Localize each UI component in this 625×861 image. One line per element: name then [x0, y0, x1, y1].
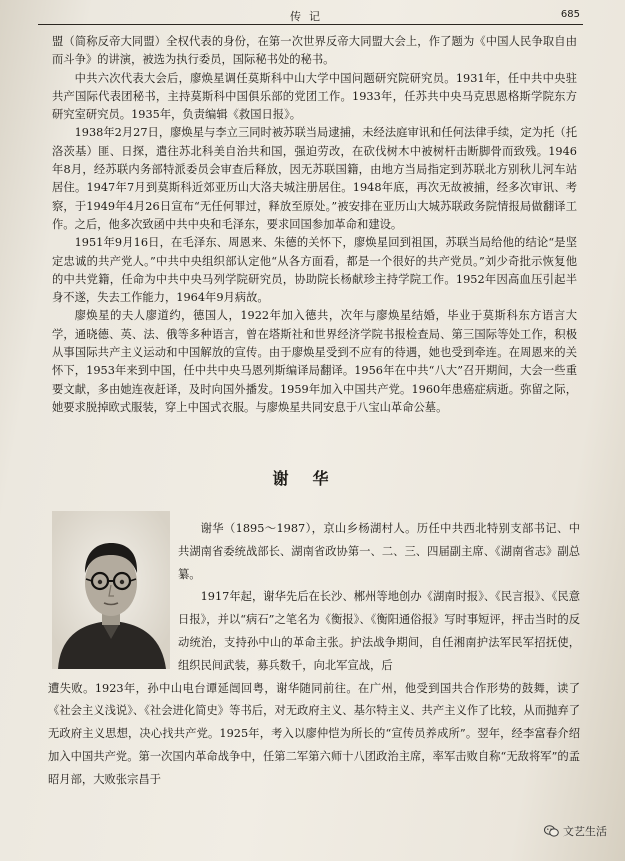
- biography-xie-hua: [48, 518, 580, 792]
- entry-title: 谢华: [272, 469, 353, 488]
- watermark: [544, 823, 607, 839]
- page-number: 685: [560, 9, 580, 20]
- watermark-text: 文艺生活: [563, 825, 607, 838]
- header-rule: [38, 24, 583, 25]
- paragraph: 廖焕星的夫人廖道约，德国人，1922年加入德共，次年与廖焕星结婚，毕业于莫斯科东方语言大学，通晓德、英、法、俄等多种语言，曾在塔斯社和世界经济学院书报检查局、第三国际等处工作，积极从事国际共产主义运动和中国解放的宣传。由于廖焕星受到不应有的待遇，她也受到牵连。在周恩来的关怀下，1953年来到中国，任中共中央马恩列斯编译局翻译。1956年在中共“八大”召开期间，大会一些重要文献，多由她连夜赶译，及时向国外播发。1959年加入中国共产党。1960年患癌症病逝。弥留之际，她要求脱掉欧式服装，穿上中国式衣服。与廖焕星共同安息于八宝山革命公墓。: [52, 309, 577, 414]
- paragraph: 谢华（1895～1987），京山乡杨湖村人。历任中共西北特别支部书记、中共湖南省委统战部长、湖南省政协第一、二、三、四届副主席、《湖南省志》副总纂。: [178, 522, 580, 581]
- paragraph: 盟（简称反帝大同盟）全权代表的身份，在第一次世界反帝大同盟大会上，作了题为《中国人民争取自由而斗争》的讲演，被选为执行委员，国际秘书处的秘书。: [52, 35, 577, 67]
- paragraph: 1938年2月27日，廖焕星与李立三同时被苏联当局逮捕，未经法庭审讯和任何法律手续，定为托（托洛茨基）匪、日探，遣往苏北科美自治共和国，强迫劳改，在砍伐树木中被树杆击断脚骨而致残。1946年8月，经苏联内务部特派委员会审查后释放，因无苏联国籍，由地方当局指定到苏联北方别秋儿河车站居住。1947年7月到莫斯科近郊亚历山大洛夫城注册居住。1948年底，再次无故被捕，经多次审讯、考察，于1949年4月26日宣布“无任何罪过，释放至原处。”被安排在亚历山大城苏联政务院情报局做翻译工作。之后，他多次致函中共中央和毛泽东，要求回国参加革命和建设。: [52, 126, 577, 231]
- text-beside-photo: [48, 518, 580, 678]
- paragraph-continued: 遭失败。1923年，孙中山电台谭延闿回粤，谢华随同前往。在广州，他受到国共合作形势的鼓舞，读了《社会主义浅说》、《社会进化简史》等书后，对无政府主义、基尔特主义、共产主义作了比较，从而抛弃了无政府主义思想，决心找共产党。1925年，考入以廖仲恺为所长的“宣传员养成所”。翌年，经李富春介绍加入中国共产党。第一次国内革命战争中，任第二军第六师十八团政治主席，率军击败自称“无敌将军”的孟昭月部，大败张宗昌于: [48, 681, 580, 786]
- section-title: 传记: [290, 10, 328, 23]
- running-header: [40, 6, 580, 24]
- biography-liao-continued: [52, 33, 577, 417]
- paragraph: 1917年起，谢华先后在长沙、郴州等地创办《湖南时报》、《民言报》、《民意日报》，并以“病石”之笔名为《衡报》、《衡阳通俗报》写时事短评，抨击当时的反动统治，支持孙中山的革命主张。护法战争期间，自任湘南护法军民军招抚使，组织民间武装，募兵数千，向北军宣战，后: [178, 590, 580, 672]
- paragraph: 1951年9月16日，在毛泽东、周恩来、朱德的关怀下，廖焕星回到祖国，苏联当局给他的结论“是坚定忠诚的共产党人。”中共中央组织部认定他“从各方面看，都是一个很好的共产党员。”刘少奇批示恢复他的中共党籍，任命为中共中央马列学院研究员，协助院长杨献珍主持学院工作。1952年因高血压引起半身不遂，失去工作能力，1964年9月病故。: [52, 236, 577, 305]
- wechat-icon: [544, 825, 559, 837]
- paragraph: 中共六次代表大会后，廖焕星调任莫斯科中山大学中国问题研究院研究员。1931年，任中共中央驻共产国际代表团秘书，主持莫斯科中国俱乐部的党团工作。1933年，任苏共中央马克思恩格斯学院东方研究室研究员。1935年，负责编辑《救国日报》。: [52, 71, 577, 122]
